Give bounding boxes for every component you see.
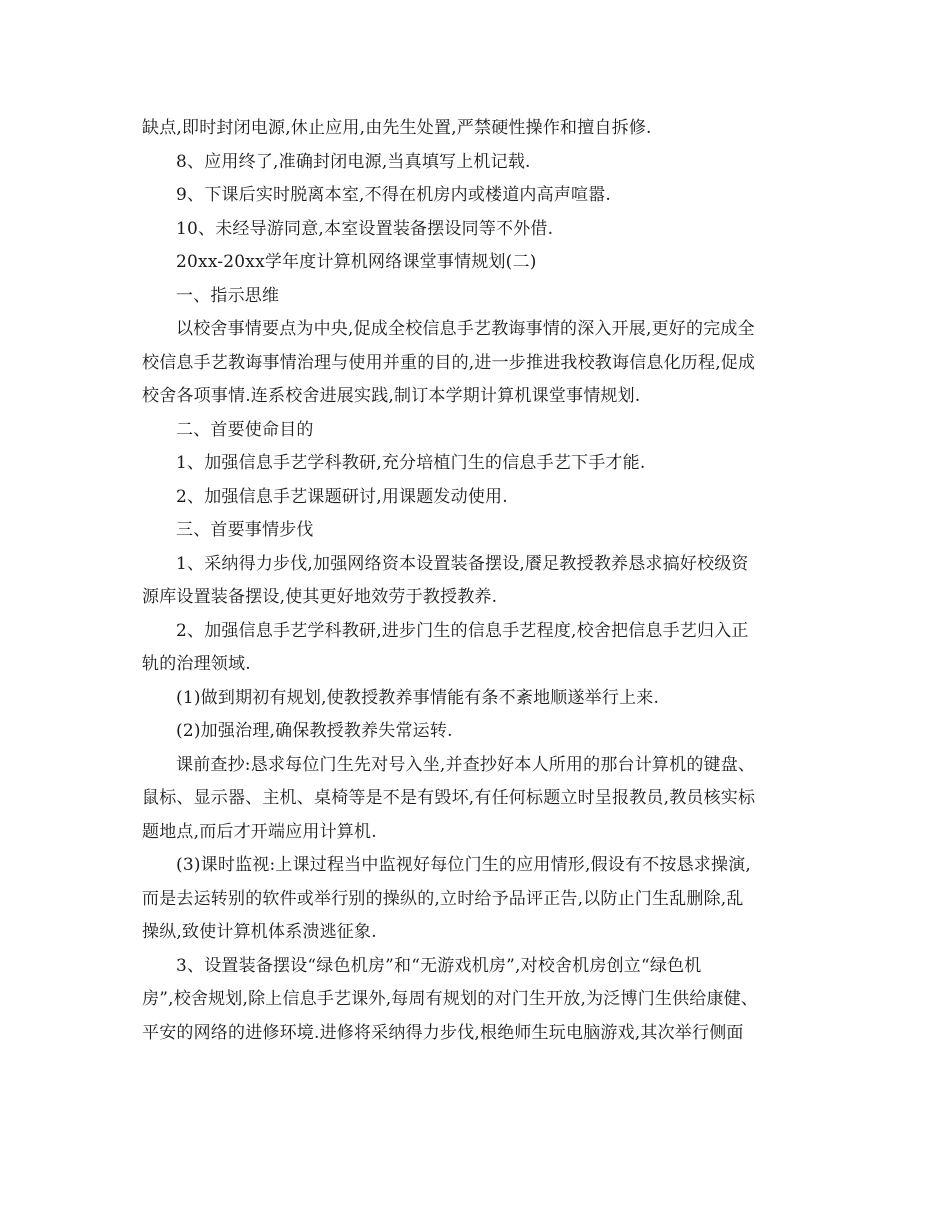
text-line: (1)做到期初有规划,使教授教养事情能有条不紊地顺遂举行上来. bbox=[176, 687, 660, 708]
section-heading: 一、指示思维 bbox=[176, 285, 280, 306]
text-line: 源库设置装备摆设,使其更好地效劳于教授教养. bbox=[142, 587, 498, 607]
text-line: 鼠标、显示器、主机、桌椅等是不是有毁坏,有任何标题立时呈报教员,教员核实标 bbox=[142, 788, 756, 808]
text-line: 1、采纳得力步伐,加强网络资本设置装备摆设,餍足教授教养恳求搞好校级资 bbox=[176, 553, 749, 574]
text-line: 房”,校舍规划,除上信息手艺课外,每周有规划的对门生开放,为泛博门生供给康健、 bbox=[142, 989, 759, 1009]
text-line: 2、加强信息手艺学科教研,进步门生的信息手艺程度,校舍把信息手艺归入正 bbox=[176, 620, 749, 641]
text-line: 3、设置装备摆设“绿色机房”和“无游戏机房”,对校舍机房创立“绿色机 bbox=[176, 955, 702, 976]
text-line: 轨的治理领域. bbox=[142, 654, 251, 674]
text-line: 而是去运转别的软件或举行别的操纵的,立时给予品评正告,以防止门生乱删除,乱 bbox=[142, 888, 744, 909]
text-line: 题地点,而后才开端应用计算机. bbox=[142, 821, 377, 842]
text-line: 操纵,致使计算机体系溃逃征象. bbox=[142, 922, 377, 942]
section-title: 20xx-20xx学年度计算机网络课堂事情规划(二) bbox=[176, 252, 537, 272]
text-line: 缺点,即时封闭电源,休止应用,由先生处置,严禁硬性操作和擅自拆修. bbox=[142, 118, 652, 138]
text-line: 课前查抄:恳求每位门生先对号入坐,并查抄好本人所用的那台计算机的键盘、 bbox=[176, 754, 756, 775]
text-line: 1、加强信息手艺学科教研,充分培植门生的信息手艺下手才能. bbox=[176, 453, 646, 473]
text-line: 10、未经导游同意,本室设置装备摆设同等不外借. bbox=[176, 218, 554, 239]
section-heading: 三、首要事情步伐 bbox=[176, 520, 314, 540]
text-line: 校信息手艺教诲事情治理与使用并重的目的,进一步推进我校教诲信息化历程,促成 bbox=[142, 352, 756, 373]
text-line: 以校舍事情要点为中央,促成全校信息手艺教诲事情的深入开展,更好的完成全 bbox=[176, 319, 755, 339]
section-heading: 二、首要使命目的 bbox=[176, 419, 314, 440]
text-line: 2、加强信息手艺课题研讨,用课题发动使用. bbox=[176, 486, 508, 507]
text-line: 9、下课后实时脱离本室,不得在机房内或楼道内高声喧嚣. bbox=[176, 185, 612, 205]
text-line: 校舍各项事情.连系校舍进展实践,制订本学期计算机课堂事情规划. bbox=[142, 386, 641, 406]
text-line: 平安的网络的进修环境.进修将采纳得力步伐,根绝师生玩电脑游戏,其次举行侧面 bbox=[142, 1022, 744, 1043]
text-line: (2)加强治理,确保教授教养失常运转. bbox=[176, 721, 453, 741]
text-line: 8、应用终了,准确封闭电源,当真填写上机记载. bbox=[176, 151, 531, 172]
text-line: (3)课时监视:上课过程当中监视好每位门生的应用情形,假设有不按恳求操演, bbox=[176, 855, 752, 875]
